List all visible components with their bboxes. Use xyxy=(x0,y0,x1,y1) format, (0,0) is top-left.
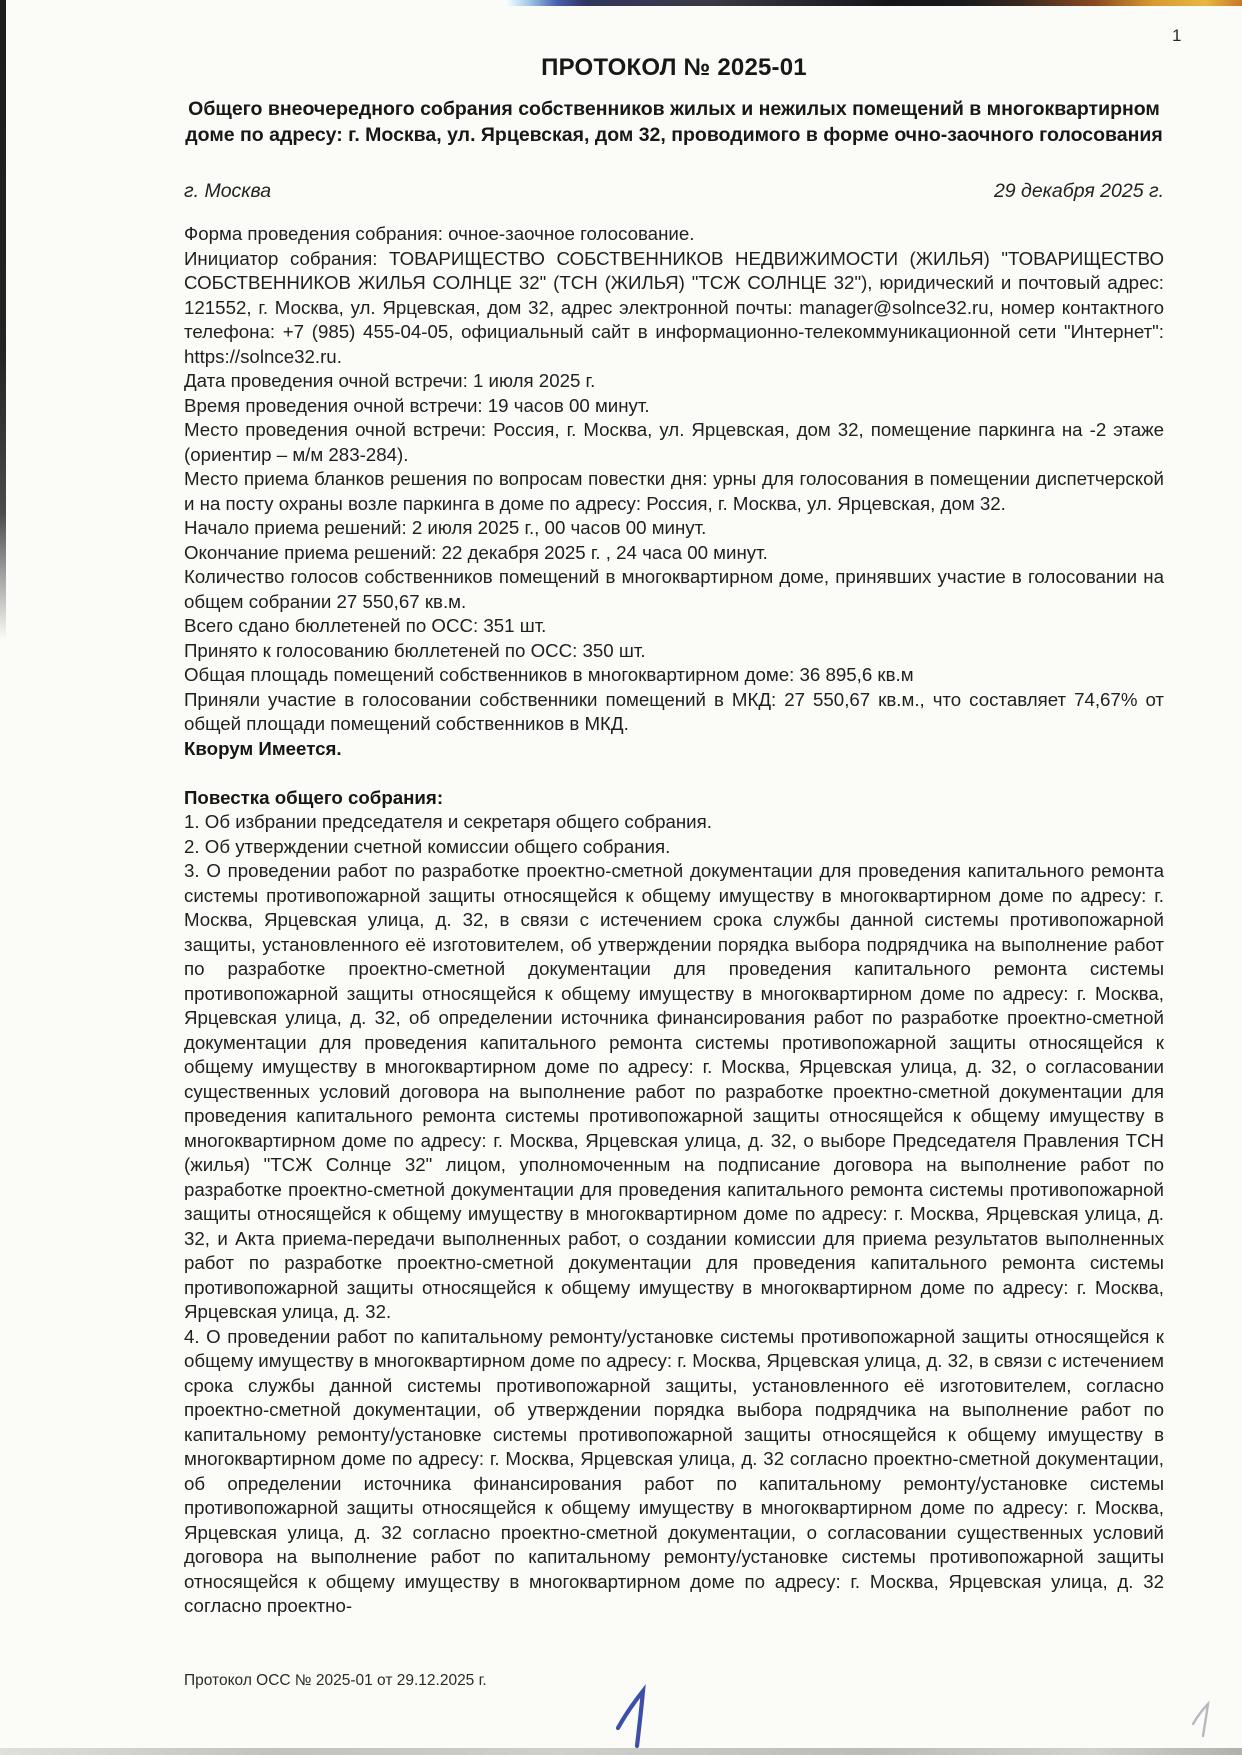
agenda-item: 4. О проведении работ по капитальному ремонту/установке системы противопожарной защиты относящейся к общему имуществу в многоквартирном доме по адресу: г. Москва, Ярцевская улица, д. 32, в связи с истечением срока службы данной системы противопожарной защиты, установленного её изготовителем, согласно проектно-сметной документации, об утверждении порядка выбора подрядчика на выполнение работ по капитальному ремонту/установке системы противопожарной защиты относящейся к общему имуществу в многоквартирном доме по адресу: г. Москва, Ярцевская улица, д. 32 согласно проектно-сметной документации, об определении источника финансирования работ по капитальному ремонту/установке системы противопожарной защиты относящейся к общему имуществу в многоквартирном доме по адресу: г. Москва, Ярцевская улица, д. 32 согласно проектно-сметной документации, о согласовании существенных условий договора на выполнение работ по капитальному ремонту/установке системы противопожарной защиты относящейся к общему имуществу в многоквартирном доме по адресу: г. Москва, Ярцевская улица, д. 32 согласно проектно- xyxy=(184,1325,1164,1616)
page-number: 1 xyxy=(1172,26,1182,45)
meeting-date: 29 декабря 2025 г. xyxy=(993,180,1164,202)
body-paragraph: Дата проведения очной встречи: 1 июля 2025 г. xyxy=(184,370,596,391)
body-paragraph: Общая площадь помещений собственников в многоквартирном доме: 36 895,6 кв.м xyxy=(184,664,914,685)
meeting-city: г. Москва xyxy=(184,180,272,202)
footer-reference: Протокол ОСС № 2025-01 от 29.12.2025 г. xyxy=(184,1672,487,1689)
body-paragraph: Место проведения очной встречи: Россия, г. Москва, ул. Ярцевская, дом 32, помещение паркинга на -2 этаже (ориентир – м/м 283-284). xyxy=(184,419,1164,465)
body-paragraph: Окончание приема решений: 22 декабря 2025 г. , 24 часа 00 минут. xyxy=(184,541,768,563)
body-paragraph: Место приема бланков решения по вопросам повестки дня: урны для голосования в помещении диспетчерской и на посту охраны возле паркинга в доме по адресу: Россия, г. Москва, ул. Ярцевская, дом 32. xyxy=(184,468,1164,514)
agenda-heading: Повестка общего собрания: xyxy=(184,786,444,808)
intro-paragraphs xyxy=(184,222,1164,737)
body-paragraph: Начало приема решений: 2 июля 2025 г., 00 часов 00 минут. xyxy=(184,517,707,538)
body-paragraph: Принято к голосованию бюллетеней по ОСС: 350 шт. xyxy=(184,639,646,661)
agenda-items xyxy=(184,810,1164,1619)
agenda-item: 1. Об избрании председателя и секретаря общего собрания. xyxy=(184,811,712,832)
body-paragraph: Количество голосов собственников помещений в многоквартирном доме, принявших участие в голосовании на общем собрании 27 550,67 кв.м. xyxy=(184,566,1164,612)
body-paragraph: Время проведения очной встречи: 19 часов 00 минут. xyxy=(184,394,650,416)
quorum-statement: Кворум Имеется. xyxy=(184,737,342,759)
document-title: ПРОТОКОЛ № 2025-01 xyxy=(541,54,807,81)
body-paragraph: Форма проведения собрания: очное-заочное голосование. xyxy=(184,223,695,244)
handwritten-page-mark xyxy=(608,1682,678,1754)
scan-artifact-left-strip xyxy=(0,0,6,640)
agenda-item: 2. Об утверждении счетной комиссии общего собрания. xyxy=(184,835,671,857)
scan-artifact-top-strip xyxy=(505,0,1242,6)
body-paragraph: Всего сдано бюллетеней по ОСС: 351 шт. xyxy=(184,615,547,636)
agenda-item: 3. О проведении работ по разработке проектно-сметной документации для проведения капитального ремонта системы противопожарной защиты относящейся к общему имуществу в многоквартирном доме по адресу: г. Москва, Ярцевская улица, д. 32, в связи с истечением срока службы данной системы противопожарной защиты, установленного её изготовителем, об утверждении порядка выбора подрядчика на выполнение работ по разработке проектно-сметной документации для проведения капитального ремонта системы противопожарной защиты относящейся к общему имуществу в многоквартирном доме по адресу: г. Москва, Ярцевская улица, д. 32, об определении источника финансирования работ по разработке проектно-сметной документации для проведения капитального ремонта системы противопожарной защиты относящейся к общему имуществу в многоквартирном доме по адресу: г. Москва, Ярцевская улица, д. 32, о согласовании существенных условий договора на выполнение работ по разработке проектно-сметной документации для проведения капитального ремонта системы противопожарной защиты относящейся к общему имуществу в многоквартирном доме по адресу: г. Москва, Ярцевская улица, д. 32, о выборе Председателя Правления ТСН (жилья) "ТСЖ Солнце 32" лицом, уполномоченным на подписание договора на выполнение работ по разработке проектно-сметной документации для проведения капитального ремонта системы противопожарной защиты относящейся к общему имуществу в многоквартирном доме по адресу: г. Москва, Ярцевская улица, д. 32, и Акта приема-передачи выполненных работ, о создании комиссии для приема результатов выполненных работ по разработке проектно-сметной документации для проведения капитального ремонта системы противопожарной защиты относящейся к общему имуществу в многоквартирном доме по адресу: г. Москва, Ярцевская улица, д. 32. xyxy=(184,860,1164,1322)
handwritten-corner-mark xyxy=(1188,1700,1224,1742)
body-paragraph: Инициатор собрания: ТОВАРИЩЕСТВО СОБСТВЕННИКОВ НЕДВИЖИМОСТИ (ЖИЛЬЯ) "ТОВАРИЩЕСТВО СОБСТВЕННИКОВ ЖИЛЬЯ СОЛНЦЕ 32" (ТСН (ЖИЛЬЯ) "ТСЖ СОЛНЦЕ 32"), юридический и почтовый адрес: 121552, г. Москва, ул. Ярцевская, дом 32, адрес электронной почты: manager@solnce32.ru, номер контактного телефона: +7 (985) 455-04-05, официальный сайт в информационно-телекоммуникационной сети "Интернет": https://solnce32.ru. xyxy=(184,247,1164,367)
document-body xyxy=(184,222,1164,1619)
body-paragraph: Приняли участие в голосовании собственники помещений в МКД: 27 550,67 кв.м., что составляет 74,67% от общей площади помещений собственников в МКД. xyxy=(184,688,1164,734)
document-subtitle: Общего внеочередного собрания собственников жилых и нежилых помещений в многоквартирном доме по адресу: г. Москва, ул. Ярцевская, дом 32, проводимого в форме очно-заочного голосования xyxy=(185,98,1163,146)
place-date-line xyxy=(184,180,1164,203)
